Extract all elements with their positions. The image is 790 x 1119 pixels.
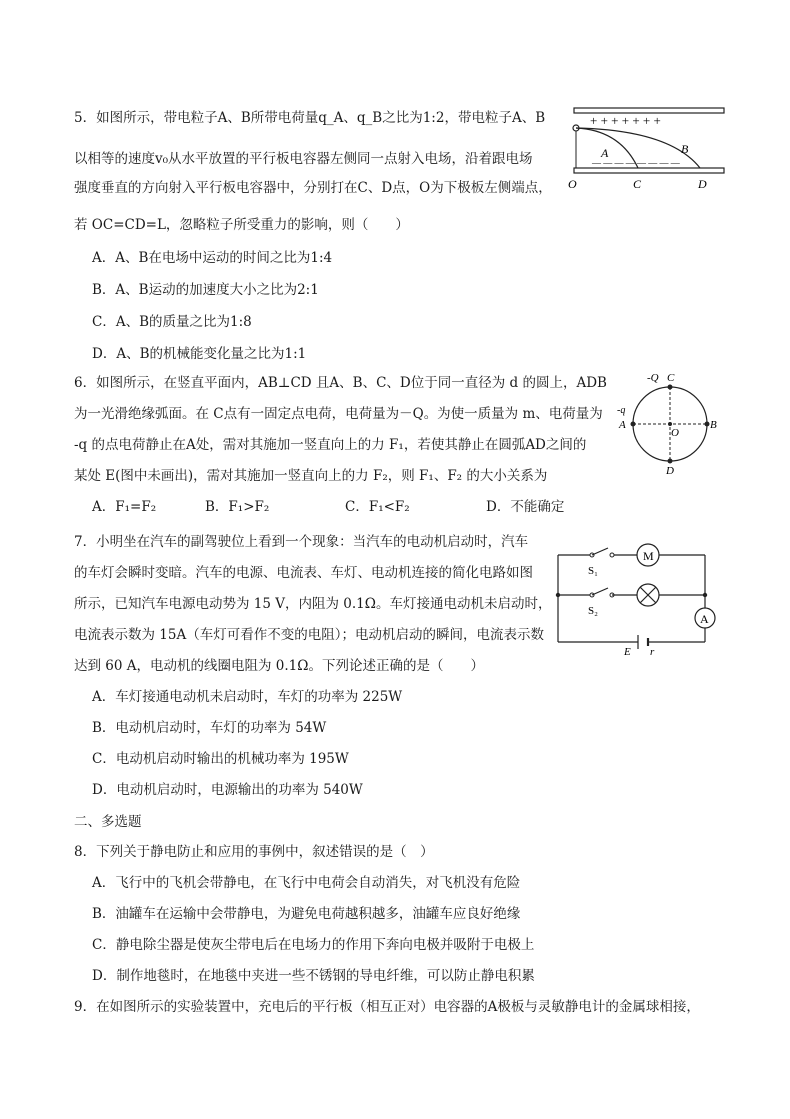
- point-o: [668, 422, 672, 426]
- q8-option-a: A．飞行中的飞机会带静电，在飞行中电荷会自动消失，对飞机没有危险: [92, 875, 521, 891]
- q7-stem-line-4: 电流表示数为 15A（车灯可看作不变的电阻）；电动机启动的瞬间，电流表示数: [74, 627, 544, 643]
- q5-option-a: A．A、B在电场中运动的时间之比为1:4: [92, 250, 333, 266]
- point-c: [668, 385, 673, 390]
- q6-stem-line-2: 为一光滑绝缘弧面。在 C点有一固定点电荷，电荷量为－Q。为使一质量为 m、电荷量为: [74, 406, 603, 422]
- q5-stem-line-1: 5．如图所示，带电粒子A、B所带电荷量q_A、q_B之比为1:2，带电粒子A、B: [74, 110, 546, 126]
- q5-stem-line-3: 强度垂直的方向射入平行板电容器中，分别打在C、D点，O为下极板左侧端点，: [74, 180, 552, 196]
- label-ammeter: A: [700, 612, 709, 626]
- section-title: 二、多选题: [74, 814, 142, 830]
- switch-s2: [592, 588, 608, 595]
- capacitor-trajectory-figure: [560, 100, 730, 195]
- q5-option-c: C．A、B的质量之比为1:8: [92, 314, 252, 330]
- label-c: C: [667, 372, 675, 384]
- q6-stem-line-3: -q 的点电荷静止在A处，需对其施加一竖直向上的力 F₁，若使其静止在圆弧AD之间的: [74, 437, 587, 453]
- q6-option-c: C．F₁<F₂: [345, 499, 410, 515]
- label-neg-small-q: -q: [617, 405, 626, 416]
- q7-stem-line-2: 的车灯会瞬时变暗。汽车的电源、电流表、车灯、电动机连接的简化电路如图: [74, 565, 533, 581]
- q6-stem-line-1: 6．如图所示，在竖直平面内，AB⊥CD 且A、B、C、D位于同一直径为 d 的圆上，ADB: [74, 375, 607, 391]
- switch-s1: [592, 548, 608, 555]
- label-b: B: [710, 419, 717, 431]
- q6-option-a: A．F₁=F₂: [92, 499, 157, 515]
- q5-stem-line-2: 以相等的速度v₀从水平放置的平行板电容器左侧同一点射入电场，沿着跟电场: [74, 151, 533, 167]
- label-m: M: [643, 549, 654, 563]
- point-d: [668, 459, 673, 464]
- label-b: B: [681, 142, 689, 156]
- label-a: A: [601, 146, 609, 160]
- label-d: D: [698, 177, 707, 191]
- q6-stem-line-4: 某处 E(图中未画出)，需对其施加一竖直向上的力 F₂，则 F₁、F₂ 的大小关系为: [74, 468, 548, 484]
- label-r: r: [650, 646, 655, 658]
- lower-plate: [574, 168, 724, 173]
- q5-option-b: B．A、B运动的加速度大小之比为2:1: [92, 282, 319, 298]
- circle-charge-figure: [615, 368, 725, 478]
- label-s2: S₂: [588, 605, 598, 617]
- q5-option-d: D．A、B的机械能变化量之比为1:1: [92, 346, 307, 362]
- q7-stem-line-5: 达到 60 A，电动机的线圈电阻为 0.1Ω。下列论述正确的是（ ）: [74, 658, 484, 674]
- label-o: O: [568, 177, 577, 191]
- label-o: O: [671, 427, 679, 439]
- label-s1: S₁: [588, 565, 598, 577]
- q7-option-a: A．车灯接通电动机未启动时，车灯的功率为 225W: [92, 689, 403, 705]
- q8-option-b: B．油罐车在运输中会带静电，为避免电荷越积越多，油罐车应良好绝缘: [92, 906, 521, 922]
- label-a: A: [619, 419, 626, 431]
- q6-option-b: B．F₁>F₂: [205, 499, 270, 515]
- label-e: E: [624, 646, 631, 658]
- car-circuit-figure: [550, 538, 730, 658]
- q6-option-d: D．不能确定: [486, 499, 565, 515]
- q8-option-c: C．静电除尘器是使灰尘带电后在电场力的作用下奔向电极并吸附于电极上: [92, 937, 535, 953]
- q8-option-d: D．制作地毯时，在地毯中夹进一些不锈钢的导电纤维，可以防止静电积累: [92, 968, 535, 984]
- point-b: [705, 422, 710, 427]
- q7-stem-line-1: 7．小明坐在汽车的副驾驶位上看到一个现象：当汽车的电动机启动时，汽车: [74, 534, 529, 550]
- label-neg-q: -Q: [647, 372, 659, 384]
- q7-stem-line-3: 所示，已知汽车电源电动势为 15 V，内阻为 0.1Ω。车灯接通电动机未启动时，: [74, 596, 552, 612]
- q5-stem-line-4: 若 OC=CD=L，忽略粒子所受重力的影响，则（ ）: [74, 217, 409, 233]
- point-a: [631, 422, 636, 427]
- q8-stem: 8．下列关于静电防止和应用的事例中，叙述错误的是（ ）: [74, 844, 434, 860]
- q7-option-c: C．电动机启动时输出的机械功率为 195W: [92, 751, 349, 767]
- q7-option-b: B．电动机启动时，车灯的功率为 54W: [92, 720, 327, 736]
- q7-option-d: D．电动机启动时，电源输出的功率为 540W: [92, 782, 363, 798]
- label-d: D: [666, 465, 674, 477]
- label-c: C: [633, 177, 642, 191]
- plus-charges: + + + + + + +: [590, 113, 661, 128]
- minus-charges: — — — — — — — —: [592, 158, 680, 168]
- q9-stem: 9．在如图所示的实验装置中，充电后的平行板（相互正对）电容器的A极板与灵敏静电计的金属球相接，: [74, 999, 700, 1015]
